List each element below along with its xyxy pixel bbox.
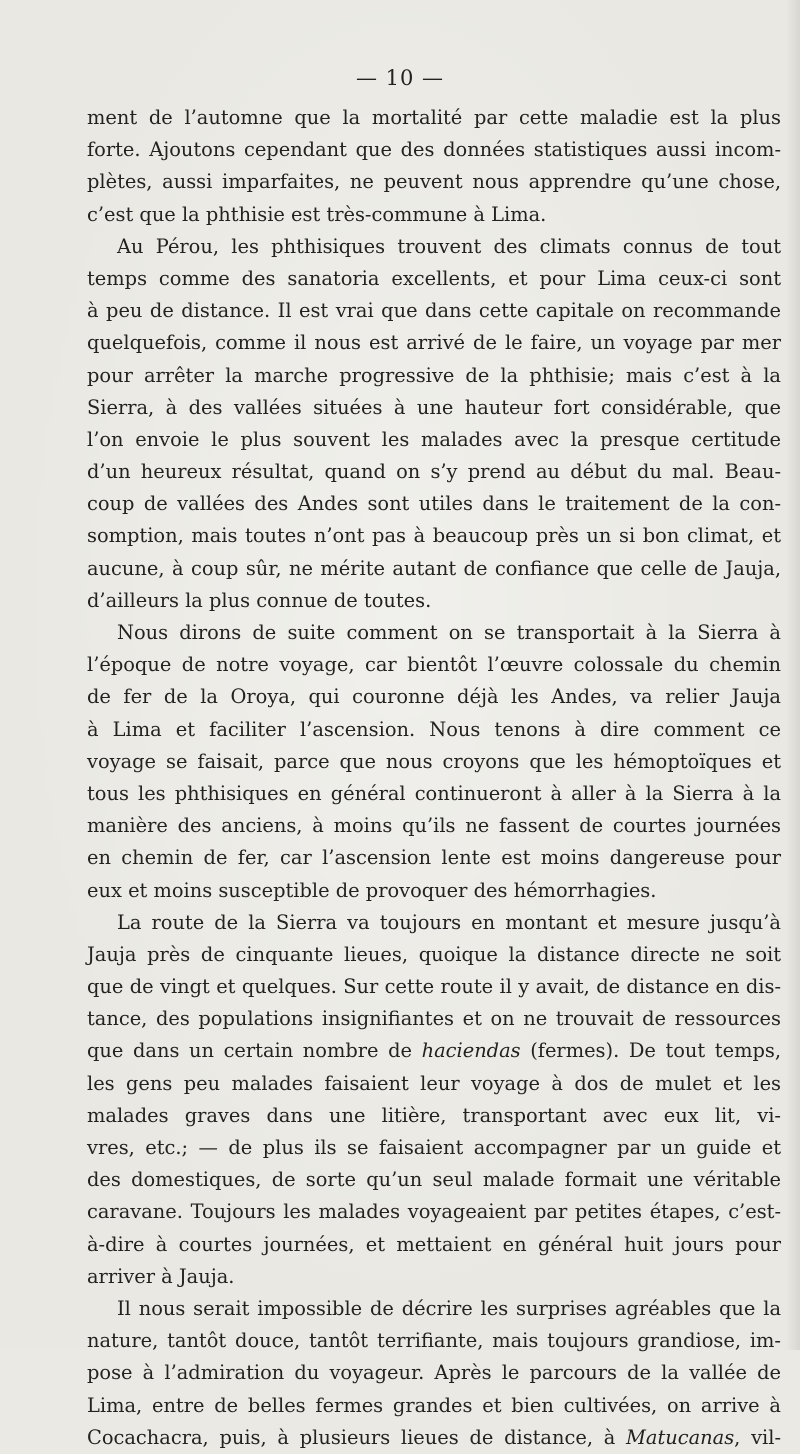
text-fragment: que dans un certain nombre de (87, 1039, 422, 1063)
text-line: Il nous serait impossible de décrire les surprises agréables que la (117, 1296, 781, 1320)
body-text (87, 102, 781, 1454)
text-line: La route de la Sierra va toujours en montant et mesure jusqu’à (117, 910, 781, 934)
text-line: aucune, à coup sûr, ne mérite autant de confiance que celle de Jauja, (87, 556, 781, 580)
text-line: en chemin de fer, car l’ascension lente est moins dangereuse pour (87, 846, 781, 870)
text-line: à peu de distance. Il est vrai que dans cette capitale on recommande (87, 299, 781, 323)
text-line: pose à l’admiration du voyageur. Après le parcours de la vallée de (87, 1361, 781, 1385)
text-line: que de vingt et quelques. Sur cette route il y avait, de distance en dis- (87, 975, 781, 999)
italic-term-matucanas: Matucanas (626, 1425, 735, 1449)
text-line: pour arrêter la marche progressive de la phthisie; mais c’est à la (87, 363, 781, 387)
text-line: d’ailleurs la plus connue de toutes. (87, 588, 432, 612)
text-line: malades graves dans une litière, transportant avec eux lit, vi- (87, 1103, 781, 1127)
page-gutter-shadow (786, 0, 800, 1350)
text-line (87, 1422, 781, 1454)
text-line: l’on envoie le plus souvent les malades avec la presque certitude (87, 427, 781, 451)
page-number: — 10 — (355, 66, 445, 90)
text-line: à-dire à courtes journées, et mettaient en général huit jours pour (87, 1232, 781, 1256)
text-line: voyage se faisait, parce que nous croyons que les hémoptoïques et (87, 749, 781, 773)
text-line: quelquefois, comme il nous est arrivé de le faire, un voyage par mer (87, 331, 781, 355)
text-line: nature, tantôt douce, tantôt terrifiante, mais toujours grandiose, im- (87, 1329, 781, 1353)
text-line: forte. Ajoutons cependant que des données statistiques aussi incom- (87, 138, 781, 162)
text-line: somption, mais toutes n’ont pas à beaucoup près un si bon climat, et (87, 524, 781, 548)
text-line: Sierra, à des vallées situées à une hauteur fort considérable, que (87, 395, 781, 419)
text-line: à Lima et faciliter l’ascension. Nous tenons à dire comment ce (87, 717, 781, 741)
text-line: tance, des populations insignifiantes et on ne trouvait de ressources (87, 1007, 781, 1031)
text-line: tous les phthisiques en général continueront à aller à la Sierra à la (87, 781, 781, 805)
text-line: temps comme des sanatoria excellents, et pour Lima ceux-ci sont (87, 266, 781, 290)
text-fragment: Cocachacra, puis, à plusieurs lieues de distance, à (87, 1425, 627, 1449)
text-line: vres, etc.; — de plus ils se faisaient accompagner par un guide et (87, 1136, 781, 1159)
text-line: c’est que la phthisie est très-commune à Lima. (87, 202, 547, 226)
text-line: ment de l’automne que la mortalité par cette maladie est la plus (87, 106, 781, 129)
text-line (87, 1035, 781, 1067)
text-line: coup de vallées des Andes sont utiles dans le traitement de la con- (87, 492, 781, 516)
text-line: de fer de la Oroya, qui couronne déjà les Andes, va relier Jauja (87, 685, 781, 709)
text-line: Au Pérou, les phthisiques trouvent des climats connus de tout (117, 234, 781, 258)
text-line: les gens peu malades faisaient leur voyage à dos de mulet et les (87, 1071, 781, 1095)
text-line: eux et moins susceptible de provoquer des hémorrhagies. (87, 878, 657, 902)
text-fragment: (fermes). De tout temps, (520, 1039, 781, 1063)
text-fragment: , vil- (734, 1425, 781, 1449)
text-line: l’époque de notre voyage, car bientôt l’œuvre colossale du chemin (87, 653, 781, 677)
text-line: plètes, aussi imparfaites, ne peuvent nous apprendre qu’une chose, (87, 170, 781, 194)
text-line: Jauja près de cinquante lieues, quoique la distance directe ne soit (87, 942, 781, 966)
text-line: manière des anciens, à moins qu’ils ne fassent de courtes journées (87, 814, 781, 838)
text-line: caravane. Toujours les malades voyageaient par petites étapes, c’est- (87, 1200, 781, 1224)
text-line: Nous dirons de suite comment on se transportait à la Sierra à (117, 621, 781, 644)
text-line: des domestiques, de sorte qu’un seul malade formait une véritable (87, 1168, 781, 1192)
text-line: d’un heureux résultat, quand on s’y prend au début du mal. Beau- (87, 460, 781, 484)
text-line: Lima, entre de belles fermes grandes et bien cultivées, on arrive à (87, 1393, 781, 1417)
italic-term-haciendas: haciendas (421, 1039, 521, 1063)
text-line: arriver à Jauja. (87, 1264, 235, 1288)
